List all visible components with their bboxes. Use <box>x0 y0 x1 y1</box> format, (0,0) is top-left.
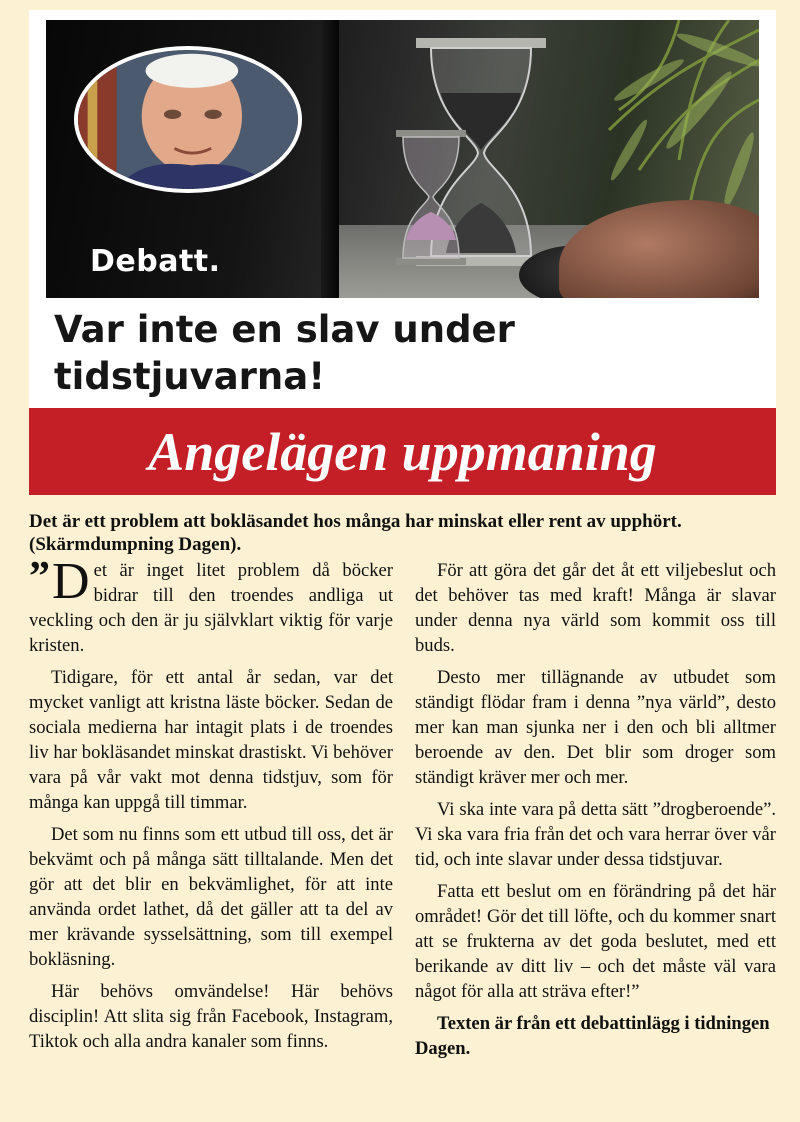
photo-caption: Debatt. <box>90 244 221 279</box>
article-paragraph: Här behövs omvändelse! Här behövs disciplin! Att slita sig från Facebook, Instagram, Tiktok och alla andra kanaler som finns. <box>29 981 393 1052</box>
article-paragraph: Fatta ett beslut om en förändring på det här området! Gör det till löfte, och du kommer snart att se frukterna av det goda beslutet, med ett berikande av ditt liv – och det måste väl vara något för alla att sträva efter!” <box>415 881 776 1002</box>
header-photo <box>46 20 759 298</box>
author-portrait <box>74 46 302 193</box>
drop-cap: D <box>52 553 90 610</box>
article-paragraph: För att göra det går det åt ett viljebeslut och det behöver tas med kraft! Många är slavar under denna nya värld som kommit oss till buds. <box>415 560 776 656</box>
author-portrait-graphic <box>78 50 298 189</box>
article-column-left <box>29 553 393 1061</box>
section-banner <box>29 408 776 495</box>
first-paragraph-text: et är inget litet problem då böcker bidrar till den troendes andliga ut veckling och den är ju självklart viktig för varje kristen. <box>29 560 393 656</box>
article-paragraph: Desto mer tillägnande av utbudet som ständigt flödar fram i denna ”nya värld”, desto mer kan man sjunka ner i den och bli alltmer beroende av den. Det blir som droger som ständigt kräver mer och mer. <box>415 667 776 788</box>
header-card <box>29 10 776 408</box>
lead-caption: Det är ett problem att bokläsandet hos många har minskat eller rent av upphört. (Skärmdumpning Dagen). <box>29 511 682 555</box>
source-note: Texten är från ett debattinlägg i tidningen Dagen. <box>415 1013 770 1059</box>
article-column-right <box>415 558 776 1068</box>
monitor-edge <box>321 20 339 298</box>
article-paragraph: Vi ska inte vara på detta sätt ”drogberoende”. Vi ska vara fria från det och vara herrar över vår tid, och inte slavar under dessa tidstjuvar. <box>415 799 776 870</box>
article-paragraph: Tidigare, för ett antal år sedan, var det mycket vanligt att kristna läste böcker. Sedan de sociala medierna har intagit plats i de troendes liv har bokläsandet minskat drastiskt. Vi behöver vara på vår vakt mot denna tidstjuv, som för många kan uppgå till timmar. <box>29 667 393 813</box>
banner-title: Angelägen uppmaning <box>148 422 657 482</box>
article-first-paragraph <box>29 553 393 658</box>
article-paragraph: Det som nu finns som ett utbud till oss, det är bekvämt och på många sätt tilltalande. Men det gör att det blir en bekvämlighet, för att inte använda ordet lathet, då det gäller att ta del av mer krävande sysselsättning, som till exempel bokläsning. <box>29 824 393 970</box>
quote-mark: ” <box>29 554 50 600</box>
small-hourglass-icon <box>391 130 471 265</box>
headline: Var inte en slav under tidstjuvarna! <box>54 308 515 398</box>
